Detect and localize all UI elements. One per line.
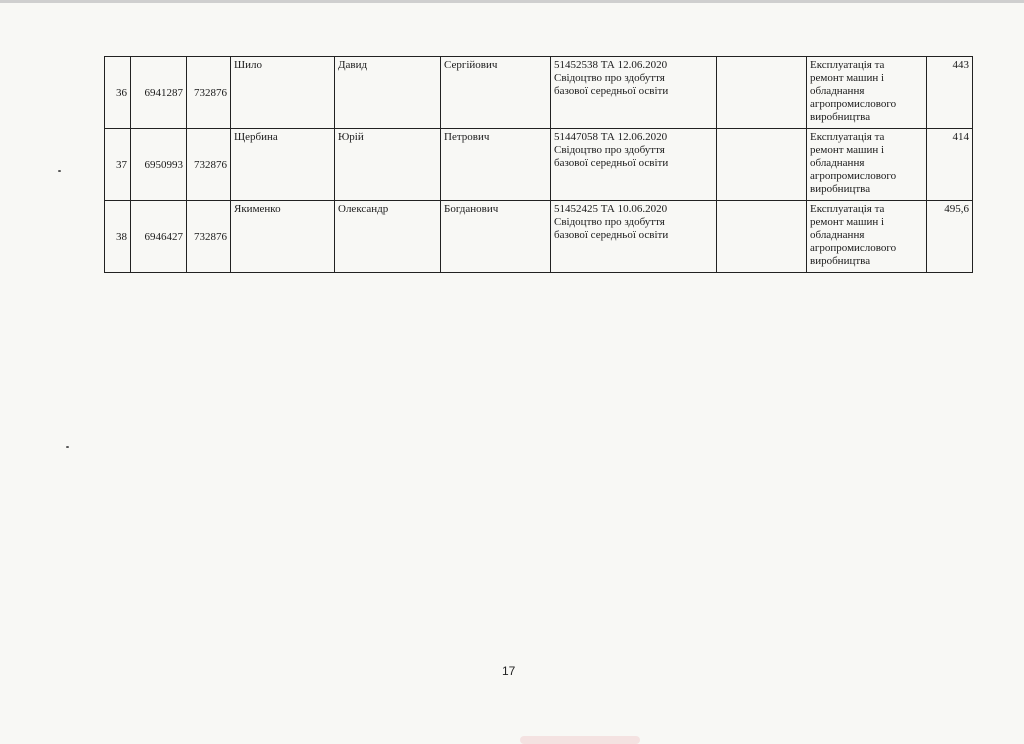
surname-cell: Шило <box>231 57 335 129</box>
specialty-cell <box>807 201 927 273</box>
document-line: базової середньої освіти <box>554 85 669 97</box>
row-number-cell: 37 <box>105 129 131 201</box>
specialty-line: обладнання <box>810 85 865 97</box>
document-line: 51452538 ТА 12.06.2020 <box>554 59 668 71</box>
table-row <box>105 201 973 273</box>
document-line: 51452425 ТА 10.06.2020 <box>554 203 668 215</box>
score-cell: 495,6 <box>927 201 973 273</box>
row-number-cell: 36 <box>105 57 131 129</box>
education-document-cell <box>551 201 717 273</box>
specialty-line: агропромислового <box>810 242 897 254</box>
patronymic-cell: Богданович <box>441 201 551 273</box>
specialty-line: агропромислового <box>810 98 897 110</box>
table-row <box>105 129 973 201</box>
specialty-line: виробництва <box>810 183 871 195</box>
table-body <box>105 57 973 273</box>
education-document-cell <box>551 57 717 129</box>
empty-cell <box>717 201 807 273</box>
document-line: Свідоцтво про здобуття <box>554 144 665 156</box>
specialty-line: виробництва <box>810 111 871 123</box>
program-code-cell: 732876 <box>187 129 231 201</box>
specialty-line: обладнання <box>810 229 865 241</box>
score-cell: 414 <box>927 129 973 201</box>
patronymic-cell: Сергійович <box>441 57 551 129</box>
program-code-cell: 732876 <box>187 201 231 273</box>
surname-cell: Щербина <box>231 129 335 201</box>
first-name-cell: Давид <box>335 57 441 129</box>
specialty-line: ремонт машин і <box>810 144 885 156</box>
empty-cell <box>717 57 807 129</box>
program-code-cell: 732876 <box>187 57 231 129</box>
specialty-line: Експлуатація та <box>810 131 885 143</box>
empty-cell <box>717 129 807 201</box>
applicant-id-cell: 6946427 <box>131 201 187 273</box>
applicants-table <box>104 56 973 273</box>
education-document-cell <box>551 129 717 201</box>
patronymic-cell: Петрович <box>441 129 551 201</box>
specialty-line: обладнання <box>810 157 865 169</box>
specialty-cell <box>807 57 927 129</box>
score-cell: 443 <box>927 57 973 129</box>
row-number-cell: 38 <box>105 201 131 273</box>
specialty-line: Експлуатація та <box>810 203 885 215</box>
table-row <box>105 57 973 129</box>
specialty-line: ремонт машин і <box>810 216 885 228</box>
document-line: Свідоцтво про здобуття <box>554 216 665 228</box>
document-line: базової середньої освіти <box>554 229 669 241</box>
specialty-cell <box>807 129 927 201</box>
document-line: базової середньої освіти <box>554 157 669 169</box>
applicant-id-cell: 6950993 <box>131 129 187 201</box>
page-top-edge <box>0 0 1024 3</box>
document-line: Свідоцтво про здобуття <box>554 72 665 84</box>
specialty-line: Експлуатація та <box>810 59 885 71</box>
surname-cell: Якименко <box>231 201 335 273</box>
specialty-line: виробництва <box>810 255 871 267</box>
first-name-cell: Юрій <box>335 129 441 201</box>
scan-speck <box>58 170 61 172</box>
document-line: 51447058 ТА 12.06.2020 <box>554 131 668 143</box>
specialty-line: агропромислового <box>810 170 897 182</box>
specialty-line: ремонт машин і <box>810 72 885 84</box>
scan-speck <box>66 446 69 448</box>
first-name-cell: Олександр <box>335 201 441 273</box>
applicant-id-cell: 6941287 <box>131 57 187 129</box>
page-number: 17 <box>502 664 516 678</box>
scan-stain <box>520 736 640 744</box>
